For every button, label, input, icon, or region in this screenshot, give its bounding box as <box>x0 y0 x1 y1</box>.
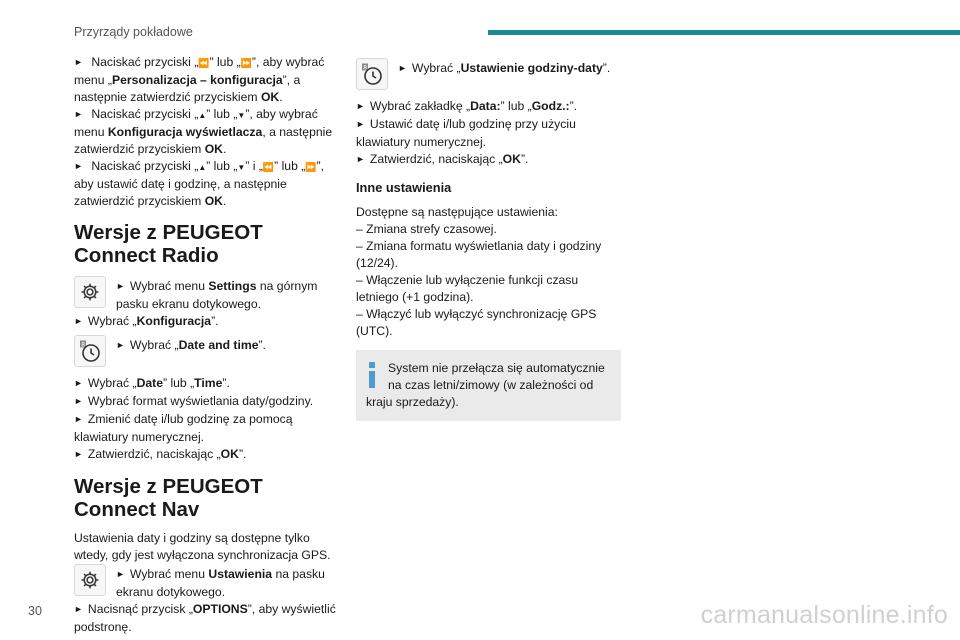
down-glyph: ▼ <box>237 163 246 172</box>
list-item: – Włączyć lub wyłączyć synchronizację GPS (UTC). <box>356 307 597 338</box>
heading-other-settings: Inne ustawienia <box>356 180 452 195</box>
left-column <box>74 54 344 636</box>
right-column <box>356 54 621 421</box>
radio-step-confirm: ► Zatwierdzić, naciskając „OK”. <box>74 446 344 464</box>
nav-settings-step: ► Wybrać menu Ustawienia na pasku ekranu dotykowego. <box>74 564 344 601</box>
clock-icon <box>74 335 106 367</box>
svg-text:8: 8 <box>363 64 368 72</box>
section-title: Przyrządy pokładowe <box>74 25 193 39</box>
heading-connect-radio: Wersje z PEUGEOT Connect Radio <box>74 221 263 267</box>
page-number: 30 <box>28 604 42 618</box>
list-item: – Włączenie lub wyłączenie funkcji czasu letniego (+1 godzina). <box>356 273 579 304</box>
up-glyph: ▲ <box>198 163 207 172</box>
forward-glyph: ⏩ <box>305 162 317 172</box>
list-item: – Zmiana formatu wyświetlania daty i godziny (12/24). <box>356 239 602 270</box>
radio-step-configuration: ► Wybrać „Konfiguracja”. <box>74 313 344 331</box>
other-intro: Dostępne są następujące ustawienia: <box>356 205 558 219</box>
step-set-date-time: ► Naciskać przyciski „▲” lub „▼” i „⏪” lub „⏩”, aby ustawić datę i godzinę, a następnie zatwierdzić przyciskiem OK. <box>74 158 344 210</box>
info-icon <box>366 362 378 388</box>
radio-step-change: ► Zmienić datę i/lub godzinę za pomocą klawiatury numerycznej. <box>74 411 344 446</box>
step-select-display-config: ► Naciskać przyciski „▲” lub „▼”, aby wybrać menu Konfiguracja wyświetlacza, a następnie zatwierdzić przyciskiem OK. <box>74 106 344 158</box>
list-item: – Zmiana strefy czasowej. <box>356 222 497 236</box>
step-select-personalization: ► Naciskać przyciski „⏪” lub „⏩”, aby wybrać menu „Personalizacja – konfiguracja”, a następnie zatwierdzić przyciskiem OK. <box>74 54 344 106</box>
clock-icon <box>356 58 388 90</box>
nav-step-tab: ► Wybrać zakładkę „Data:” lub „Godz.:”. <box>356 98 621 116</box>
forward-glyph: ⏩ <box>240 58 252 68</box>
nav-intro: Ustawienia daty i godziny są dostępne tylko wtedy, gdy jest wyłączona synchronizacja GPS. <box>74 531 331 562</box>
nav-step-confirm: ► Zatwierdzić, naciskając „OK”. <box>356 151 621 169</box>
radio-date-time-step: 8 ► Wybrać „Date and time”. <box>74 335 344 367</box>
info-note: System nie przełącza się automatycznie na czas letni/zimowy (w zależności od kraju sprzedaży). <box>356 350 621 421</box>
watermark: carmanualsonline.info <box>700 601 948 629</box>
radio-settings-step: ► Wybrać menu Settings na górnym pasku ekranu dotykowego. <box>74 276 344 313</box>
gear-icon <box>74 564 106 596</box>
up-glyph: ▲ <box>198 111 207 120</box>
nav-step-options: ► Nacisnąć przycisk „OPTIONS”, aby wyświetlić podstronę. <box>74 601 344 636</box>
heading-connect-nav: Wersje z PEUGEOT Connect Nav <box>74 475 263 521</box>
gear-icon <box>74 276 106 308</box>
rewind-glyph: ⏪ <box>198 58 210 68</box>
nav-date-time-step: 8 ► Wybrać „Ustawienie godziny-daty”. <box>356 58 621 90</box>
header-accent-bar <box>488 30 960 35</box>
down-glyph: ▼ <box>237 111 246 120</box>
radio-step-date-or-time: ► Wybrać „Date” lub „Time”. <box>74 375 344 393</box>
radio-step-format: ► Wybrać format wyświetlania daty/godziny. <box>74 393 344 411</box>
svg-text:8: 8 <box>81 341 86 349</box>
rewind-glyph: ⏪ <box>262 162 275 172</box>
nav-step-set: ► Ustawić datę i/lub godzinę przy użyciu klawiatury numerycznej. <box>356 116 621 151</box>
